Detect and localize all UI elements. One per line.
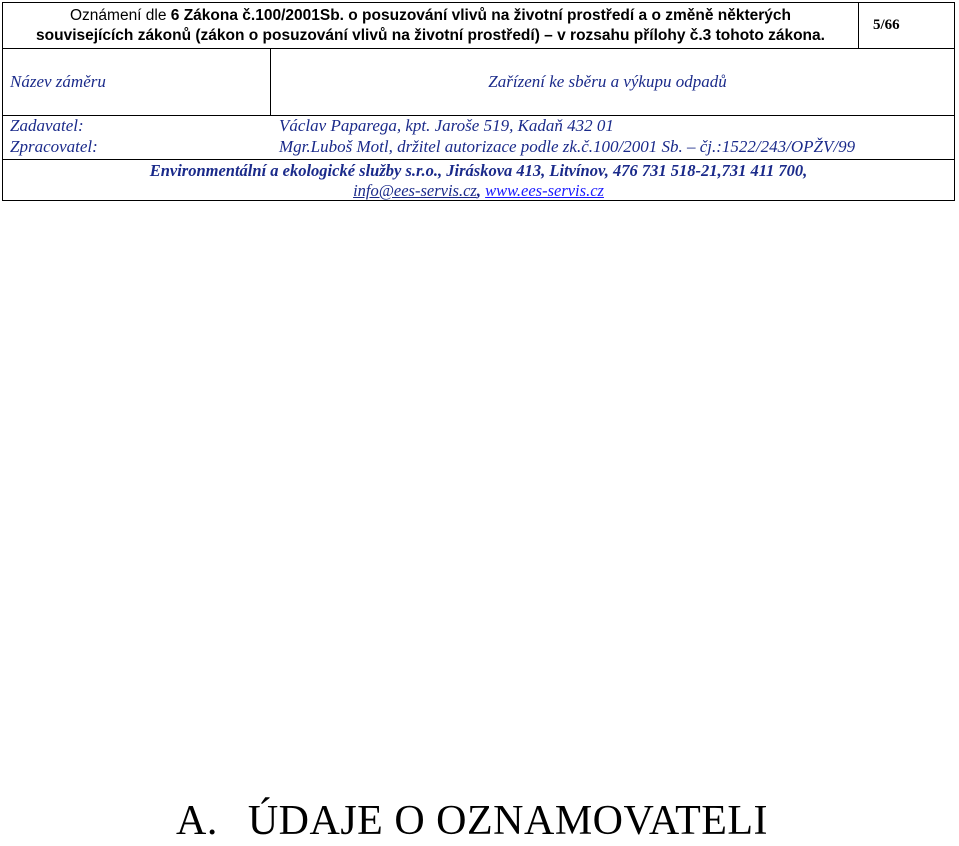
company-info bbox=[3, 161, 954, 201]
project-name-row bbox=[3, 49, 954, 115]
applicant-label: Zadavatel: bbox=[10, 116, 84, 135]
applicant-value: Václav Paparega, kpt. Jaroše 519, Kadaň 432 01 bbox=[279, 116, 614, 135]
company-line: Environmentální a ekologické služby s.r.o., Jiráskova 413, Litvínov, 476 731 518-21,731 411 700, bbox=[149, 161, 808, 180]
header-title bbox=[3, 3, 859, 48]
header-title-rest: 6 Zákona č.100/2001Sb. o posuzování vlivů na životní prostředí a o změně některých bbox=[166, 7, 791, 24]
document-header bbox=[2, 2, 955, 201]
contact-separator: , bbox=[476, 181, 481, 200]
section-number: A. bbox=[176, 798, 218, 844]
company-contacts bbox=[3, 181, 954, 201]
divider bbox=[3, 159, 954, 160]
email-link[interactable]: info@ees-servis.cz bbox=[353, 181, 477, 200]
page-indicator: 5/66 bbox=[873, 17, 900, 33]
project-name-value: Zařízení ke sběru a výkupu odpadů bbox=[488, 72, 727, 91]
processor-label: Zpracovatel: bbox=[10, 137, 98, 156]
section-heading bbox=[176, 796, 768, 846]
project-name-label: Název záměru bbox=[3, 49, 271, 115]
header-title-line1 bbox=[3, 6, 858, 26]
header-title-prefix: Oznámení dle bbox=[69, 7, 167, 24]
section-title: ÚDAJE O OZNAMOVATELI bbox=[247, 798, 769, 844]
website-link[interactable]: www.ees-servis.cz bbox=[485, 181, 604, 200]
header-title-row bbox=[3, 3, 954, 49]
header-title-line2: souvisejících zákonů (zákon o posuzování vlivů na životní prostředí) – v rozsahu přílohy č.3 tohoto zákona. bbox=[36, 27, 825, 44]
processor-value: Mgr.Luboš Motl, držitel autorizace podle zk.č.100/2001 Sb. – čj.:1522/243/OPŽV/99 bbox=[279, 137, 856, 156]
parties-rows bbox=[3, 115, 954, 155]
